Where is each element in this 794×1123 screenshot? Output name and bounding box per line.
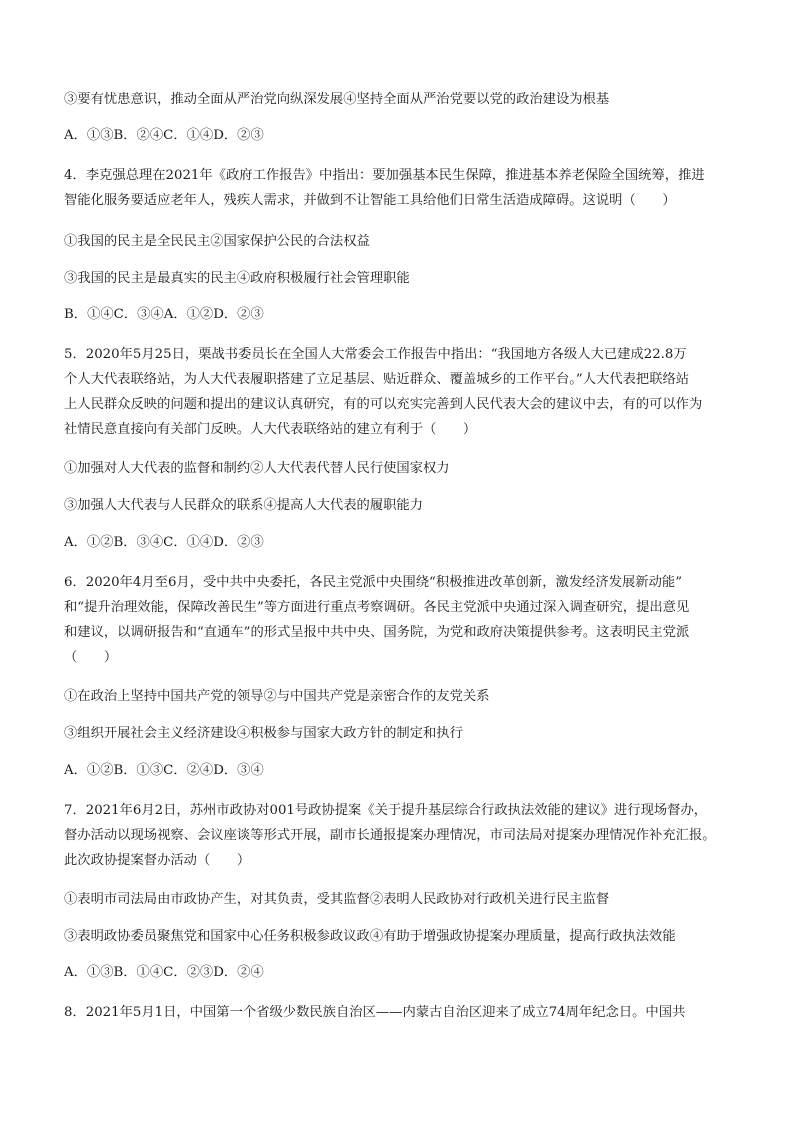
q6-option-1-2: ①在政治上坚持中国共产党的领导②与中国共产党是亲密合作的友党关系 [64,689,490,704]
q4-option-3-4: ③我国的民主是最真实的民主④政府积极履行社会管理职能 [64,271,410,286]
q4-answers: B．①④C．③④A．①②D．②③ [64,307,264,322]
q6-stem-line-3: 和建议，以调研报告和“直通车”的形式呈报中共中央、国务院，为党和政府决策提供参考。这表明民主党派 [64,625,690,640]
q4-option-1-2: ①我国的民主是全民民主②国家保护公民的合法权益 [64,234,370,249]
q6-stem-line-1: 6．2020年4月至6月，受中共中央委托，各民主党派中央围绕“积极推进改革创新，激发经济发展新动能” [64,575,682,590]
q3-option-3-4: ③要有忧患意识，推动全面从严治党向纵深发展④坚持全面从严治党要以党的政治建设为根基 [64,92,610,107]
q7-stem-line-2: 督办活动以现场视察、会议座谈等形式开展，副市长通报提案办理情况，市司法局对提案办理情况作补充汇报。 [64,828,716,843]
q7-stem-line-1: 7．2021年6月2日，苏州市政协对001号政协提案《关于提升基层综合行政执法效能的建议》进行现场督办， [64,803,708,818]
q5-stem-line-1: 5．2020年5月25日，栗战书委员长在全国人大常委会工作报告中指出：“我国地方各级人大已建成22.8万 [64,347,687,362]
q5-stem-line-2: 个人大代表联络站，为人大代表履职搭建了立足基层、贴近群众、覆盖城乡的工作平台。”人大代表把联络站 [64,372,690,387]
q4-stem-line-2: 智能化服务要适应老年人，残疾人需求，并做到不让智能工具给他们日常生活造成障碍。这说明（ ） [64,193,676,208]
q5-stem-line-3: 上人民群众反映的问题和提出的建议认真研究，有的可以充实完善到人民代表大会的建议中去，有的可以作为 [64,397,703,412]
q5-option-1-2: ①加强对人大代表的监督和制约②人大代表代替人民行使国家权力 [64,461,450,476]
q6-stem-line-2: 和“提升治理效能，保障改善民生”等方面进行重点考察调研。各民主党派中央通过深入调查研究，提出意见 [64,600,690,615]
q3-answers: A．①③B．②④C．①④D．②③ [64,128,264,143]
q7-option-1-2: ①表明市司法局由市政协产生，对其负责，受其监督②表明人民政协对行政机关进行民主监督 [64,892,610,907]
q6-stem-line-4: （ ） [64,650,118,665]
q7-option-3-4: ③表明政协委员聚焦党和国家中心任务积极参政议政④有助于增强政协提案办理质量，提高行政执法效能 [64,929,676,944]
q4-stem-line-1: 4．李克强总理在2021年《政府工作报告》中指出：要加强基本民生保障，推进基本养老保险全国统筹，推进 [64,168,705,183]
q7-answers: A．①③B．①④C．②③D．②④ [64,965,264,980]
q6-option-3-4: ③组织开展社会主义经济建设④积极参与国家大政方针的制定和执行 [64,726,463,741]
q5-option-3-4: ③加强人大代表与人民群众的联系④提高人大代表的履职能力 [64,498,424,513]
q5-stem-line-4: 社情民意直接向有关部门反映。人大代表联络站的建立有利于（ ） [64,422,477,437]
q6-answers: A．①②B．①③C．②④D．③④ [64,763,264,778]
q8-stem-line-1: 8．2021年5月1日，中国第一个省级少数民族自治区——内蒙古自治区迎来了成立74周年纪念日。中国共 [64,1005,686,1020]
q5-answers: A．①②B．③④C．①④D．②③ [64,535,264,550]
q7-stem-line-3: 此次政协提案督办活动（ ） [64,853,251,868]
